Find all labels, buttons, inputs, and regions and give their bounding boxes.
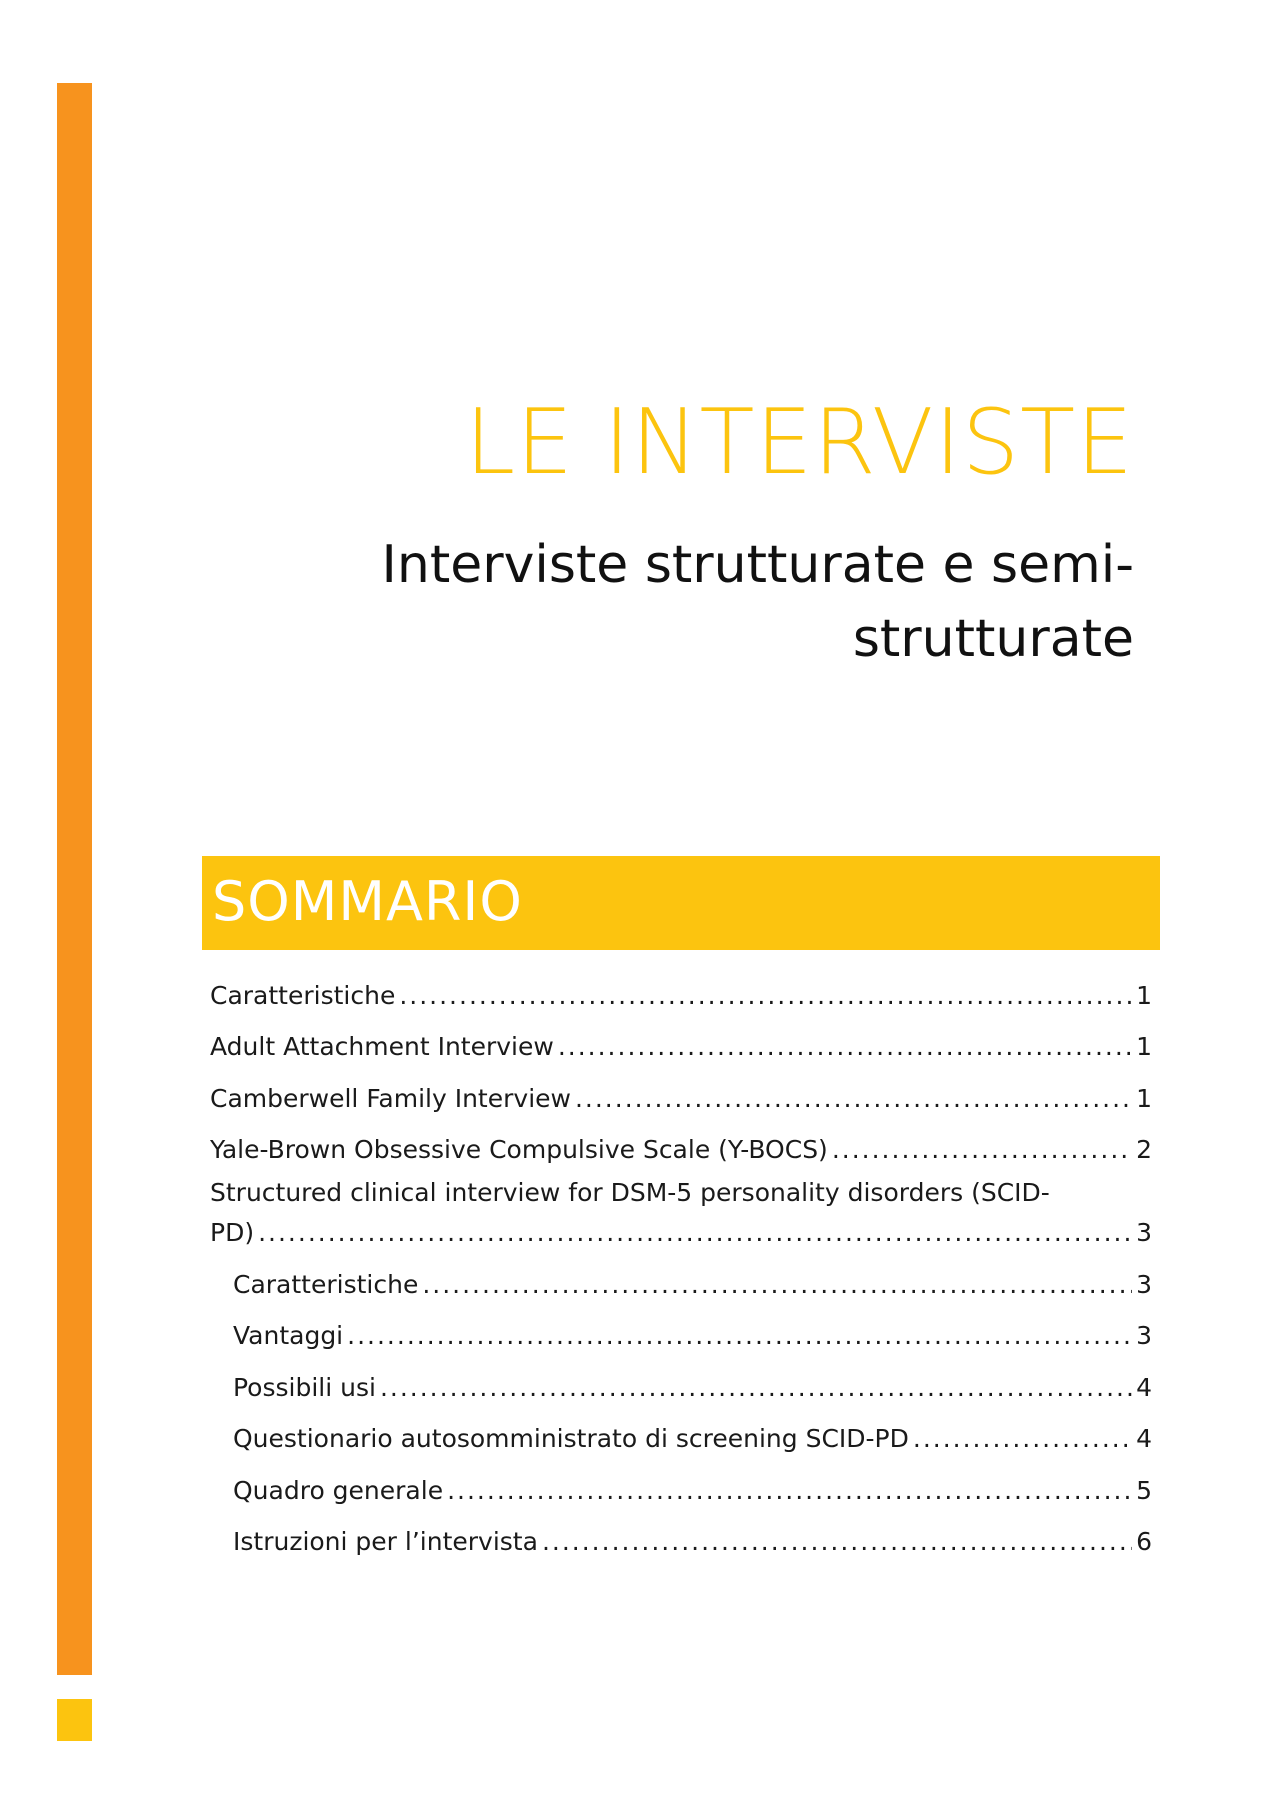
toc-leader — [832, 1135, 1132, 1164]
toc-heading-banner — [202, 856, 1160, 950]
toc-entry[interactable] — [210, 1164, 1152, 1247]
toc-subentry[interactable] — [210, 1505, 1152, 1557]
toc-entry-label: Istruzioni per l’intervista — [233, 1527, 538, 1556]
page-subtitle: Interviste strutturate e semi-strutturate — [381, 535, 1134, 669]
toc-leader — [399, 981, 1132, 1010]
toc-leader — [447, 1476, 1132, 1505]
toc-entry-label: Caratteristiche — [210, 980, 396, 1010]
toc-entry-label: Vantaggi — [233, 1321, 344, 1350]
toc-entry-page: 3 — [1136, 1218, 1152, 1247]
toc-subentry[interactable] — [210, 1402, 1152, 1454]
toc-entry-page: 4 — [1136, 1372, 1152, 1402]
toc-entry-page: 1 — [1136, 980, 1152, 1010]
toc-entry-label: Quadro generale — [233, 1475, 444, 1505]
toc-entry-page: 1 — [1136, 1083, 1152, 1113]
toc-entry[interactable] — [210, 1113, 1152, 1165]
toc-entry-label: Possibili usi — [233, 1372, 376, 1402]
toc-leader — [347, 1321, 1132, 1350]
toc-leader — [558, 1032, 1132, 1061]
toc-subentry[interactable] — [210, 1350, 1152, 1402]
toc-entry-page: 5 — [1136, 1475, 1152, 1505]
toc-entry-page: 3 — [1136, 1321, 1152, 1350]
toc-entry-label: Yale-Brown Obsessive Compulsive Scale (Y-BOCS) — [210, 1135, 828, 1164]
toc-entry-page: 6 — [1136, 1527, 1152, 1556]
toc-leader — [542, 1527, 1132, 1556]
side-accent-square — [57, 1699, 92, 1741]
toc-entry-label: Questionario autosomministrato di screening SCID-PD — [233, 1424, 909, 1453]
clipped-toc-line — [233, 1562, 1152, 1570]
toc-leader — [575, 1084, 1132, 1113]
side-accent-bar — [57, 83, 92, 1675]
toc-leader — [258, 1218, 1132, 1247]
toc-entry-label: Caratteristiche — [233, 1269, 419, 1299]
toc-entry-label: Structured clinical interview for DSM-5 personality disorders (SCID- — [210, 1178, 1050, 1207]
toc-entry[interactable] — [210, 958, 1152, 1010]
toc-heading: SOMMARIO — [212, 870, 523, 933]
toc-entry-page: 1 — [1136, 1032, 1152, 1061]
page-title: LE INTERVISTE — [464, 390, 1134, 495]
toc-leader — [422, 1270, 1132, 1299]
toc-entry-page: 3 — [1136, 1269, 1152, 1299]
toc-entry[interactable] — [210, 1010, 1152, 1062]
toc-leader — [913, 1424, 1132, 1453]
toc-subentry[interactable] — [210, 1247, 1152, 1299]
toc-subentry[interactable] — [210, 1453, 1152, 1505]
toc-entry-page: 4 — [1136, 1424, 1152, 1453]
toc-leader — [380, 1373, 1132, 1402]
toc-entry-label: Camberwell Family Interview — [210, 1083, 571, 1113]
toc-entry-label-continued: PD) — [210, 1218, 255, 1247]
toc-subentry[interactable] — [210, 1299, 1152, 1351]
table-of-contents — [210, 958, 1152, 1556]
toc-entry-page: 2 — [1136, 1135, 1152, 1164]
toc-entry[interactable] — [210, 1061, 1152, 1113]
toc-entry-label: Adult Attachment Interview — [210, 1032, 554, 1061]
